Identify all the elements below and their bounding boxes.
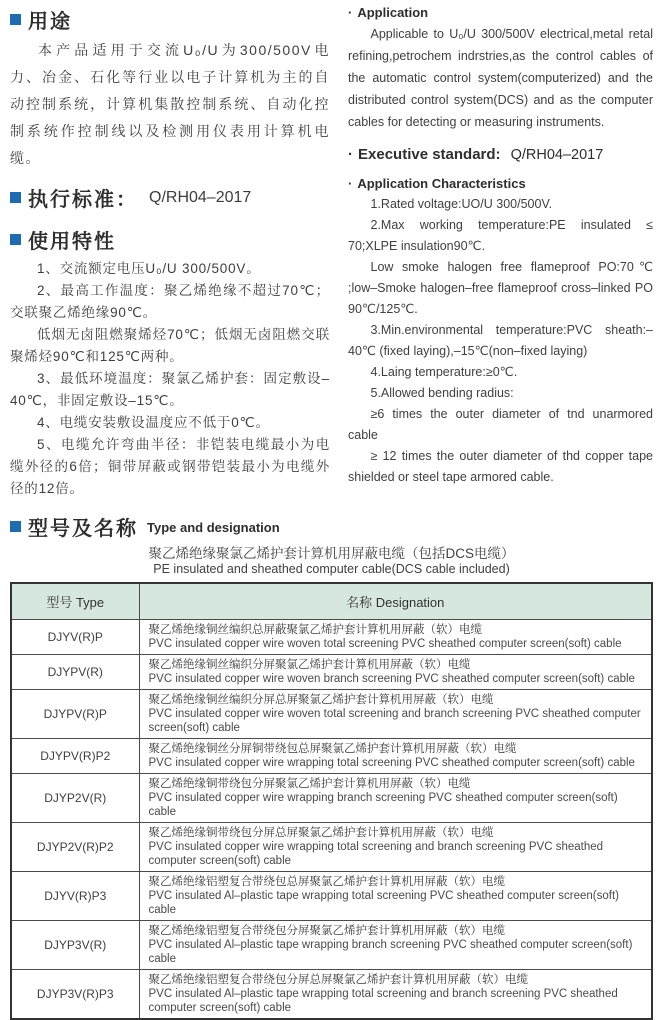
table-header-row bbox=[11, 583, 652, 620]
model-type: DJYV(R)P bbox=[11, 620, 139, 655]
executive-standard-label: Executive standard: bbox=[358, 146, 501, 163]
executive-standard-value: Q/RH04–2017 bbox=[510, 147, 604, 163]
table-row bbox=[11, 823, 652, 872]
top-columns bbox=[10, 5, 653, 500]
standard-heading-label: 执行标准： bbox=[28, 189, 138, 211]
model-type: DJYPV(R)P bbox=[11, 690, 139, 739]
model-type: DJYPV(R) bbox=[11, 655, 139, 690]
product-title-cn: 聚乙烯绝缘聚氯乙烯护套计算机用屏蔽电缆（包括DCS电缆） bbox=[148, 546, 515, 561]
trait-item: 1、交流额定电压U₀/U 300/500V。 bbox=[37, 261, 261, 276]
table-row bbox=[11, 970, 652, 1020]
characteristic-item: 2.Max working temperature:PE insulated ≤ 70;XLPE insulation90℃. bbox=[348, 218, 653, 253]
trait-item: 5、电缆允许弯曲半径：非铠装电缆最小为电缆外径的6倍；铜带屏蔽或钢带铠装最小为电缆外径的12倍。 bbox=[10, 437, 330, 496]
designation-en: PVC insulated Al–plastic tape wrapping branch screening PVC sheathed computer screen(soft) cable bbox=[148, 939, 633, 965]
model-type: DJYP2V(R)P2 bbox=[11, 823, 139, 872]
bullet-dot-icon: · bbox=[348, 146, 353, 163]
table-row bbox=[11, 655, 652, 690]
usage-heading bbox=[10, 5, 330, 34]
blue-square-icon bbox=[10, 521, 21, 532]
application-heading bbox=[348, 5, 653, 20]
table-row bbox=[11, 620, 652, 655]
traits-heading-label: 使用特性 bbox=[28, 231, 116, 253]
designation-cn: 聚乙烯绝缘铜带绕包分屏总屏聚氯乙烯护套计算机用屏蔽（软）电缆 bbox=[148, 827, 494, 839]
table-row bbox=[11, 739, 652, 774]
model-designation bbox=[139, 872, 652, 921]
executive-standard-heading bbox=[348, 146, 653, 163]
model-type: DJYP2V(R) bbox=[11, 774, 139, 823]
designation-en: PVC insulated copper wire wrapping total screening PVC sheathed computer screen(soft) cable bbox=[148, 757, 635, 769]
designation-en: PVC insulated copper wire woven branch screening PVC sheathed computer screen(soft) cable bbox=[148, 673, 635, 685]
model-type: DJYV(R)P3 bbox=[11, 872, 139, 921]
characteristic-item: 5.Allowed bending radius: bbox=[370, 386, 514, 400]
characteristics-list bbox=[348, 194, 653, 488]
characteristics-heading bbox=[348, 176, 653, 191]
product-title-en: PE insulated and sheathed computer cable(DCS cable included) bbox=[153, 562, 510, 576]
model-designation bbox=[139, 739, 652, 774]
application-heading-label: Application bbox=[357, 5, 429, 20]
usage-heading-label: 用途 bbox=[28, 11, 72, 33]
model-designation bbox=[139, 620, 652, 655]
usage-paragraph: 本产品适用于交流U₀/U为300/500V电力、冶金、石化等行业以电子计算机为主的自动控制系统，计算机集散控制系统、自动化控制系统作控制线以及检测用仪表用计算机电缆。 bbox=[10, 42, 330, 166]
designation-cn: 聚乙烯绝缘铜丝分屏铜带绕包总屏聚氯乙烯护套计算机用屏蔽（软）电缆 bbox=[148, 743, 517, 755]
designation-cn: 聚乙烯绝缘铝塑复合带绕包总屏聚氯乙烯护套计算机用屏蔽（软）电缆 bbox=[148, 876, 505, 888]
trait-item: 低烟无卤阻燃聚烯烃70℃；低烟无卤阻燃交联聚烯烃90℃和125℃两种。 bbox=[10, 327, 330, 364]
standard-value: Q/RH04–2017 bbox=[149, 188, 252, 206]
blue-square-icon bbox=[10, 192, 21, 203]
table-row bbox=[11, 872, 652, 921]
type-heading-cn-label: 型号及名称 bbox=[28, 518, 138, 540]
designation-en: PVC insulated copper wire wrapping total screening and branch screening PVC sheathed computer screen(soft) cable bbox=[148, 841, 604, 867]
bullet-dot-icon: · bbox=[348, 176, 353, 191]
type-heading-en-label: Type and designation bbox=[147, 520, 280, 535]
table-row bbox=[11, 921, 652, 970]
characteristic-item: ≥ 12 times the outer diameter of thd copper tape shielded or steel tape armored cable. bbox=[348, 449, 653, 484]
designation-cn: 聚乙烯绝缘铜丝编织总屏蔽聚氯乙烯护套计算机用屏蔽（软）电缆 bbox=[148, 624, 482, 636]
english-column bbox=[348, 5, 653, 500]
designation-en: PVC insulated copper wire wrapping branch screening PVC sheathed computer screen(soft) cable bbox=[148, 792, 618, 818]
standard-heading bbox=[10, 183, 330, 212]
model-type: DJYP3V(R) bbox=[11, 921, 139, 970]
chinese-column bbox=[10, 5, 330, 500]
model-type: DJYP3V(R)P3 bbox=[11, 970, 139, 1020]
table-row bbox=[11, 690, 652, 739]
designation-cn: 聚乙烯绝缘铝塑复合带绕包分屏总屏聚氯乙烯护套计算机用屏蔽（软）电缆 bbox=[148, 974, 528, 986]
designation-en: PVC insulated copper wire woven total screening and branch screening PVC sheathed computer screen(soft) cable bbox=[148, 708, 641, 734]
blue-square-icon bbox=[10, 14, 21, 25]
trait-item: 3、最低环境温度：聚氯乙烯护套：固定敷设–40℃，非固定敷设–15℃。 bbox=[10, 371, 330, 408]
designation-cn: 聚乙烯绝缘铝塑复合带绕包分屏聚氯乙烯护套计算机用屏蔽（软）电缆 bbox=[148, 925, 505, 937]
column-header-type: 型号 Type bbox=[11, 583, 139, 620]
trait-item: 2、最高工作温度：聚乙烯绝缘不超过70℃；交联聚乙烯绝缘90℃。 bbox=[10, 283, 330, 320]
designation-cn: 聚乙烯绝缘铜丝编织分屏总屏聚氯乙烯护套计算机用屏蔽（软）电缆 bbox=[148, 694, 494, 706]
type-heading-cn bbox=[10, 512, 138, 541]
characteristics-heading-label: Application Characteristics bbox=[357, 176, 526, 191]
characteristic-item: 1.Rated voltage:UO/U 300/500V. bbox=[370, 197, 553, 211]
model-type: DJYPV(R)P2 bbox=[11, 739, 139, 774]
model-designation bbox=[139, 690, 652, 739]
model-designation bbox=[139, 823, 652, 872]
characteristic-item: Low smoke halogen free flameproof PO:70℃ ;low–Smoke halogen–free flameproof cross–linked PO 90℃/125℃. bbox=[348, 260, 653, 316]
designation-en: PVC insulated Al–plastic tape wrapping total screening and branch screening PVC sheathed computer screen(soft) cable bbox=[148, 988, 618, 1014]
traits-heading bbox=[10, 225, 330, 254]
model-designation bbox=[139, 774, 652, 823]
model-designation bbox=[139, 921, 652, 970]
traits-list bbox=[10, 258, 330, 500]
model-designation bbox=[139, 970, 652, 1020]
table-row bbox=[11, 774, 652, 823]
characteristic-item: ≥6 times the outer diameter of tnd unarmored cable bbox=[348, 407, 653, 442]
characteristic-item: 3.Min.environmental temperature:PVC sheath:–40℃ (fixed laying),–15℃(non–fixed laying) bbox=[348, 323, 653, 358]
column-header-designation: 名称 Designation bbox=[139, 583, 652, 620]
characteristic-item: 4.Laing temperature:≥0℃. bbox=[370, 365, 518, 379]
bullet-dot-icon: · bbox=[348, 5, 353, 20]
application-paragraph: Applicable to U₀/U 300/500V electrical,metal retal refining,petrochem indrstries,as the control cables of the automatic control system(computerized) and the distributed control system(DCS) and as the computer cables for detecting or measuring instruments. bbox=[348, 27, 653, 129]
designation-en: PVC insulated copper wire woven total screening PVC sheathed computer screen(soft) cable bbox=[148, 638, 622, 650]
designation-cn: 聚乙烯绝缘铜丝编织分屏聚氯乙烯护套计算机用屏蔽（软）电缆 bbox=[148, 659, 471, 671]
trait-item: 4、电缆安装敷设温度应不低于0℃。 bbox=[37, 415, 270, 430]
blue-square-icon bbox=[10, 234, 21, 245]
type-section-heading bbox=[10, 512, 653, 541]
designation-cn: 聚乙烯绝缘铜带绕包分屏聚氯乙烯护套计算机用屏蔽（软）电缆 bbox=[148, 778, 471, 790]
model-designation bbox=[139, 655, 652, 690]
models-table bbox=[10, 582, 653, 1020]
designation-en: PVC insulated Al–plastic tape wrapping total screening PVC sheathed computer screen(soft) cable bbox=[148, 890, 619, 916]
